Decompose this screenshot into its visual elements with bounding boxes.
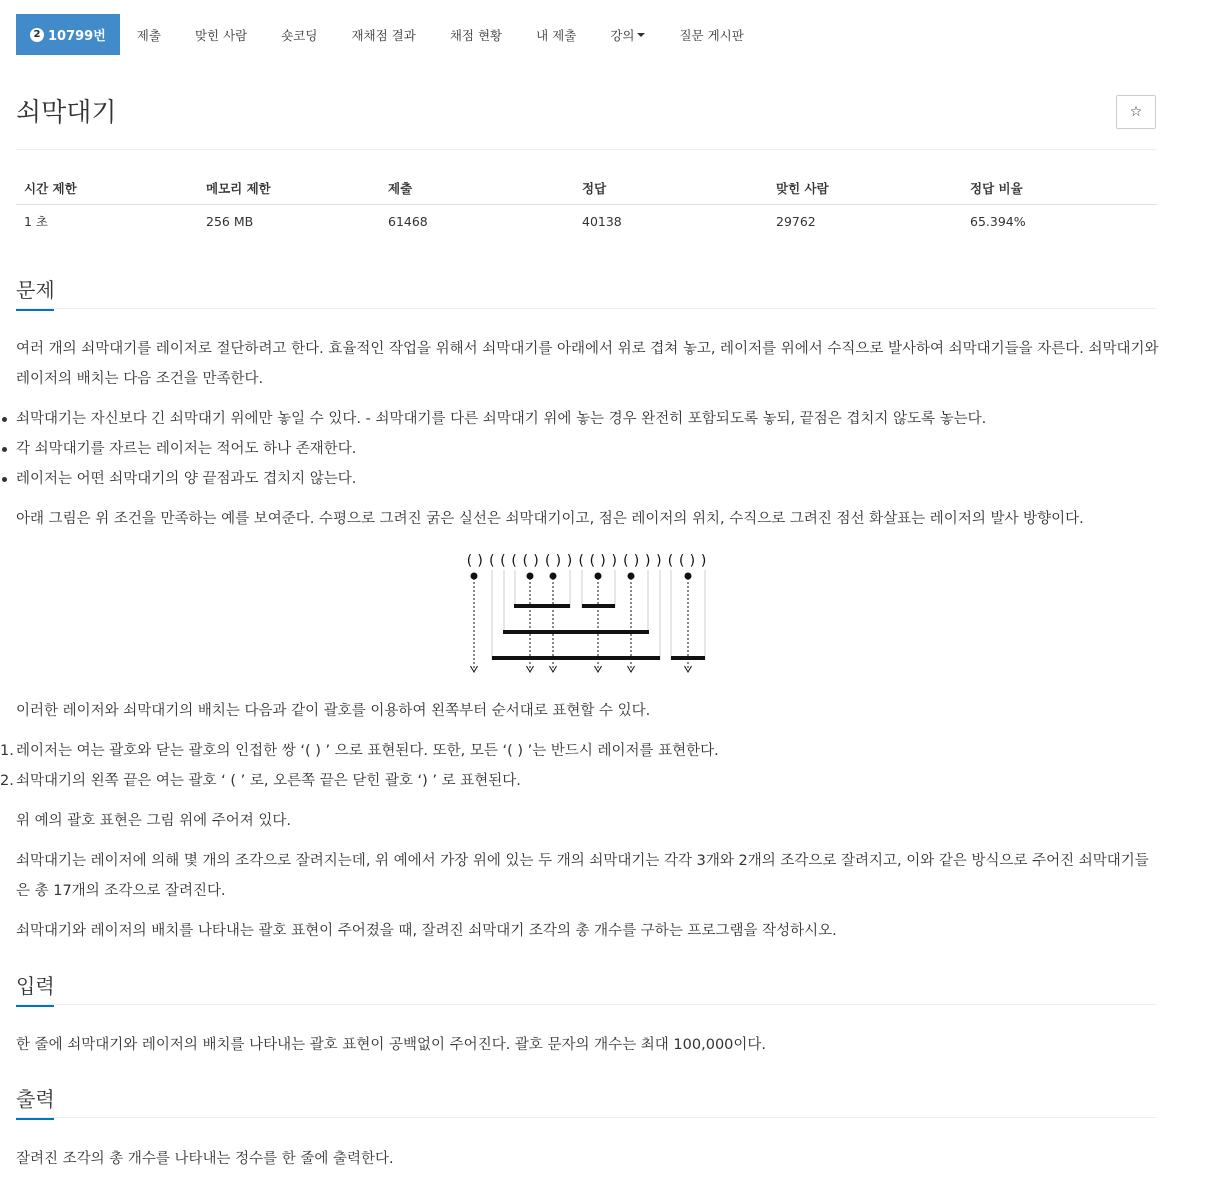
table-header-row [16,172,1157,204]
section-divider [16,308,1157,309]
td-time-limit: 1 초 [24,214,49,230]
th-solved-users: 맞힌 사람 [768,172,962,204]
th-accepted: 정답 [574,172,768,204]
section-heading-problem-label: 문제 [16,278,55,302]
problem-intro: 여러 개의 쇠막대기를 레이저로 절단하려고 한다. 효율적인 작업을 위해서 쇠막대기를 아래에서 위로 겹쳐 놓고, 레이저를 위에서 수직으로 발사하여 쇠막대기들을 자른다. 쇠막대기와 레이저의 배치는 다음 조건을 만족한다. [16,341,1159,387]
section-heading-output-label: 출력 [16,1087,55,1111]
title-divider [16,149,1156,150]
star-button[interactable] [1116,95,1156,129]
th-accept-ratio: 정답 비율 [962,172,1157,204]
td-accept-ratio: 65.394% [970,213,1026,229]
section-divider [16,1004,1157,1005]
list-item: 각 쇠막대기를 자르는 레이저는 적어도 하나 존재한다. [16,434,1166,464]
nav-problem-number[interactable] [16,14,120,55]
th-submissions: 제출 [380,172,574,204]
iron-bar-laser-figure [462,548,712,676]
section-underline [16,1118,54,1120]
star-icon: ☆ [1129,104,1143,120]
list-item: 1. 레이저는 여는 괄호와 닫는 괄호의 인접한 쌍 ‘( ) ’ 으로 표현된다. 또한, 모든 ‘( ) ’는 반드시 레이저를 표현한다. [0,743,719,759]
output-description: 잘려진 조각의 총 개수를 나타내는 정수를 한 줄에 출력한다. [16,1151,394,1167]
section-heading-input-label: 입력 [16,974,55,998]
laser-marker [471,573,478,673]
pieces-note: 쇠막대기는 레이저에 의해 몇 개의 조각으로 잘려지는데, 위 예에서 가장 위에 있는 두 개의 쇠막대기는 각각 3개와 2개의 조각으로 잘려지고, 이와 같은 방식으로 주어진 쇠막대기들은 총 17개의 조각으로 잘려진다. [16,853,1149,899]
caret-down-icon [637,33,645,37]
nav-problem-number-label: 10799번 [48,29,106,44]
nav-judge-status[interactable]: 채점 현황 [449,27,503,43]
list-item: 쇠막대기는 자신보다 긴 쇠막대기 위에만 놓일 수 있다. - 쇠막대기를 다른 쇠막대기 위에 놓는 경우 완전히 포함되도록 놓되, 끝점은 겹치지 않도록 놓는다. [16,404,1166,434]
parenthesis-intro: 이러한 레이저와 쇠막대기의 배치는 다음과 같이 괄호를 이용하여 왼쪽부터 순서대로 표현할 수 있다. [16,703,651,719]
problem-nav [16,14,761,55]
section-divider [16,1117,1157,1118]
nav-solved-users[interactable]: 맞힌 사람 [194,27,248,43]
nav-my-submissions[interactable]: 내 제출 [536,27,577,43]
nav-submit[interactable]: 제출 [136,27,161,43]
problem-info-table [16,172,1157,238]
td-memory-limit: 256 MB [206,213,254,229]
rule-text: 쇠막대기의 왼쪽 끝은 여는 괄호 ‘ ( ’ 로, 오른쪽 끝은 닫힌 괄호 ‘) ’ 로 표현된다. [16,773,521,789]
table-row [16,204,1157,238]
th-memory-limit: 메모리 제한 [198,172,380,204]
nav-lectures-dropdown[interactable] [593,14,662,55]
task-statement: 쇠막대기와 레이저의 배치를 나타내는 괄호 표현이 주어졌을 때, 잘려진 쇠막대기 조각의 총 개수를 구하는 프로그램을 작성하시오. [16,923,837,939]
list-item: 2. 쇠막대기의 왼쪽 끝은 여는 괄호 ‘ ( ’ 로, 오른쪽 끝은 닫힌 괄호 ‘) ’ 로 표현된다. [0,773,521,789]
list-item: 레이저는 어떤 쇠막대기의 양 끝점과도 겹치지 않는다. [16,464,1166,494]
rule-text: 레이저는 여는 괄호와 닫는 괄호의 인접한 쌍 ‘( ) ’ 으로 표현된다. 또한, 모든 ‘( ) ’는 반드시 레이저를 표현한다. [16,743,719,759]
section-heading-input [16,970,55,999]
nav-qna-board[interactable]: 질문 게시판 [679,27,744,43]
nav-lectures-label: 강의 [610,27,635,43]
page-title: 쇠막대기 [16,98,117,128]
figure-description: 아래 그림은 위 조건을 만족하는 예를 보여준다. 수평으로 그려진 굵은 실선은 쇠막대기이고, 점은 레이저의 위치, 수직으로 그려진 점선 화살표는 레이저의 발사 방향이다. [16,511,1084,527]
nav-short-coding[interactable]: 숏코딩 [281,27,318,43]
th-time-limit: 시간 제한 [16,172,198,204]
td-submissions: 61468 [388,213,428,229]
section-underline [16,309,54,311]
parenthesis-label: ()(((()())(())()))(()) [465,553,708,569]
td-accepted: 40138 [582,213,622,229]
td-solved-users: 29762 [776,213,816,229]
conditions-list [16,404,1166,494]
tier-badge-icon: 2 [30,28,44,42]
section-heading-problem [16,274,55,303]
section-underline [16,1005,54,1007]
rules-list [0,736,1166,796]
example-note: 위 예의 괄호 표현은 그림 위에 주어져 있다. [16,813,291,829]
nav-rejudge-results[interactable]: 재채점 결과 [351,27,416,43]
input-description: 한 줄에 쇠막대기와 레이저의 배치를 나타내는 괄호 표현이 공백없이 주어진다. 괄호 문자의 개수는 최대 100,000이다. [16,1037,767,1053]
section-heading-output [16,1083,55,1112]
